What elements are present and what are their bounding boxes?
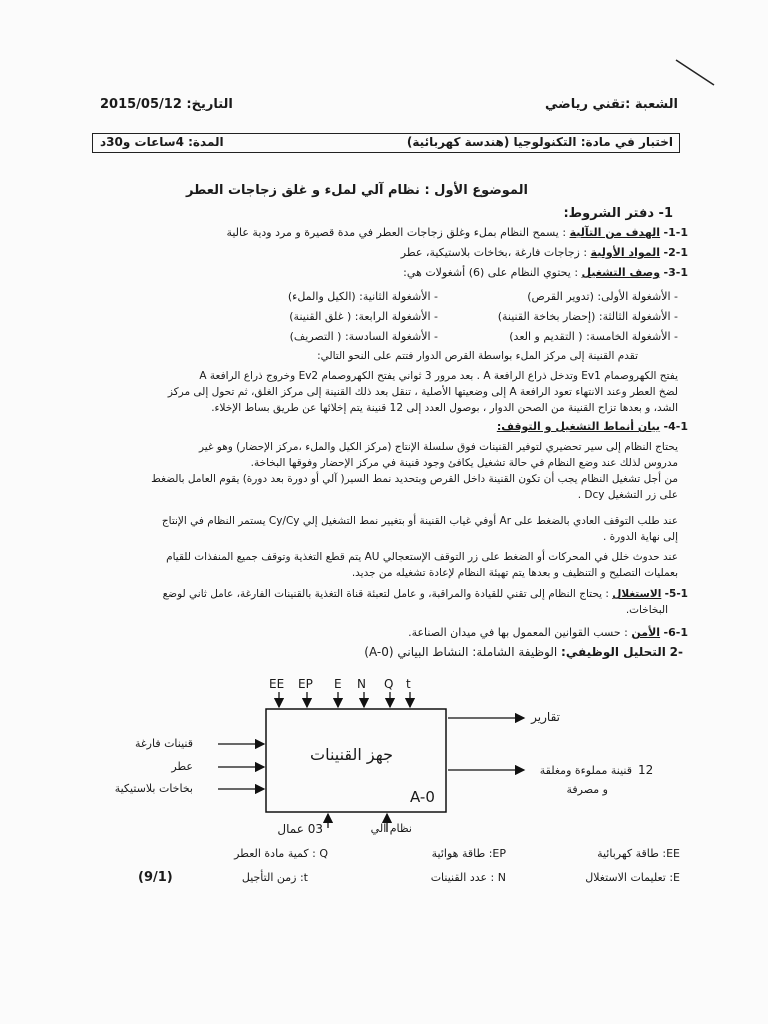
control-automatic: نظام آلي: [370, 822, 412, 835]
item-1-6-head: الأمن: [631, 626, 661, 639]
task-5: - الأشغولة الخامسة: ( التقديم و العد): [509, 330, 678, 343]
input-perfume: عطر: [171, 760, 193, 773]
output-count: 12: [638, 763, 654, 777]
top-label-ep: EP: [298, 677, 313, 691]
legend-e: E: تعليمات الاستغلال: [585, 871, 680, 884]
item-1-5-text-2: البخاخات.: [625, 604, 668, 616]
a0-box-code: A-0: [410, 788, 435, 806]
paragraph-stop-line: عند طلب التوقف العادي بالضغط على Ar أوفي غياب القنينة أو بتغيير نمط التشغيل إلي Cy/Cy يستمر النظام في الإنتاج: [161, 515, 678, 527]
legend-q: Q : كمية مادة العطر: [234, 847, 328, 860]
item-1-3-head: وصف التشغيل: [581, 266, 661, 279]
section-1-heading: 1- دفتر الشروط:: [563, 206, 673, 221]
input-plastic-sprayers: بخاخات بلاستيكية: [114, 782, 193, 795]
date-label: التاريخ: 2015/05/12: [100, 97, 233, 112]
paragraph-modes-line: مدروس لذلك عند وضع النظام في حالة تشغيل يكافئ وجود قنينة في مركز الإحضار وفوقها البخاخة.: [250, 457, 678, 469]
paragraph-cycle-line: لضخ العطر وعند الانتهاء تعود الرافعة A إلى وضعيتها الأصلية ، تنقل بعد ذلك القنينة إلى مركز الغلق، ثم تحول إلى مركز: [167, 386, 678, 398]
item-1-4-head: بيان أنماط التشغيل و التوقف:: [496, 420, 661, 433]
page-number: (9/1): [138, 870, 173, 885]
legend-ep: EP: طاقة هوائية: [431, 847, 506, 860]
item-1-3-num: 3-1-: [663, 266, 688, 279]
paragraph-intro: تقدم القنينة إلى مركز الملء بواسطة القرص الدوار فتتم على النحو التالي:: [317, 350, 638, 362]
task-6: - الأشغولة السادسة: ( التصريف): [289, 330, 438, 343]
a0-box-label: جهز القنينات: [310, 745, 394, 764]
section-2-title: التحليل الوظيفي:: [561, 645, 666, 659]
paragraph-modes-line: يحتاج النظام إلى سير تحضيري لتوفير القنينات فوق سلسلة الإنتاج (مركز الكيل والملء ،مركز الإحضار) وهو غير: [198, 441, 678, 453]
top-label-e: E: [334, 677, 342, 691]
paragraph-modes-line: على زر التشغيل Dcy .: [577, 489, 678, 501]
item-1-5-num: 5-1-: [664, 588, 688, 600]
item-1-4-num: 4-1-: [663, 420, 688, 433]
branch-label: الشعبة :تقني رياضي: [544, 97, 678, 112]
item-1-5-head: الاستغلال: [612, 588, 662, 600]
task-4: - الأشغولة الرابعة: ( غلق القنينة): [289, 310, 438, 323]
section-2-num: -2: [669, 645, 683, 659]
item-1-6-text: : حسب القوانين المعمول بها في ميدان الصناعة.: [408, 626, 628, 639]
item-1-2-head: المواد الأولية: [590, 246, 661, 259]
legend-t: t: زمن التأجيل: [241, 871, 308, 884]
paragraph-emergency-line: بعمليات التصليح و التنظيف و بعدها يتم تهيئة النظام لإعادة تشغيله من جديد.: [351, 567, 678, 579]
paragraph-emergency-line: عند حدوث خلل في المحركات أو الضغط على زر التوقف الإستعجالي AU يتم قطع التغذية وتوقف جميع المنفذات للقيام: [166, 551, 678, 563]
paragraph-cycle-line: الشد، و بعدها تزاح القنينة من الصحن الدوار ، بوصول العدد إلى 12 قنينة يتم إخلائها عن طريق بساط الإخلاء.: [211, 402, 678, 414]
input-empty-bottles: قنينات فارغة: [135, 737, 193, 750]
task-3: - الأشغولة الثالثة: (إحضار بخاخة القنينة): [497, 310, 678, 323]
item-1-2-num: 2-1-: [663, 246, 688, 259]
top-label-t: t: [406, 677, 411, 691]
top-label-q: Q: [384, 677, 394, 691]
top-label-ee: EE: [269, 677, 285, 691]
control-workers: 03 عمال: [277, 822, 323, 836]
output-reports: تقارير: [531, 710, 560, 724]
item-1-1-num: 1-1-: [663, 226, 688, 239]
subject-title: الموضوع الأول : نظام آلي لملء و غلق زجاجات العطر: [186, 183, 528, 198]
section-2-subtitle: الوظيفة الشاملة: النشاط البياني (A-0): [364, 645, 558, 659]
output-bottles-line2: و مصرفة: [566, 783, 608, 796]
item-1-6-num: 6-1-: [663, 626, 688, 639]
item-1-3-text: : يحتوي النظام على (6) أشغولات هي:: [403, 266, 579, 279]
output-bottles-line1: قنينة مملوءة ومغلقة: [539, 764, 632, 777]
task-2: - الأشغولة الثانية: (الكيل والملء): [287, 290, 438, 303]
exam-subject: اختبار في مادة: التكنولوجيا (هندسة كهربائية): [406, 135, 673, 149]
legend-n: N : عدد القنينات: [430, 871, 506, 884]
paragraph-cycle-line: يفتح الكهروصمام Ev1 وتدخل ذراع الرافعة A . بعد مرور 3 ثواني يفتح الكهروصمام Ev2 وخروج ذراع الرافعة A: [199, 370, 678, 382]
task-1: - الأشغولة الأولى: (تدوير القرص): [527, 290, 678, 303]
legend-ee: EE: طاقة كهربائية: [597, 847, 680, 860]
item-1-1-text: : يسمح النظام بملء وغلق زجاجات العطر في مدة قصيرة و مرد ودية عالية: [226, 226, 567, 239]
exam-duration: المدة: 4ساعات و30د: [100, 135, 224, 149]
paragraph-stop-line: إلى نهاية الدورة .: [602, 531, 678, 543]
item-1-2-text: : زجاجات فارغة ،بخاخات بلاستيكية، عطر: [400, 246, 588, 259]
top-label-n: N: [357, 677, 366, 691]
paragraph-modes-line: من أجل تشغيل النظام يجب أن تكون القنينة داخل القرص وبتحديد نمط السير( آلي أو دورة بعد دورة) يقوم العامل بالضغط: [151, 473, 678, 485]
item-1-5-text: : يحتاج النظام إلى تقني للقيادة والمراقبة، و عامل لتعبئة قناة التغذية بالقنينات الفارغة، عامل ثاني لوضع: [162, 588, 609, 600]
item-1-1-head: الهدف من التآلية: [569, 226, 661, 239]
